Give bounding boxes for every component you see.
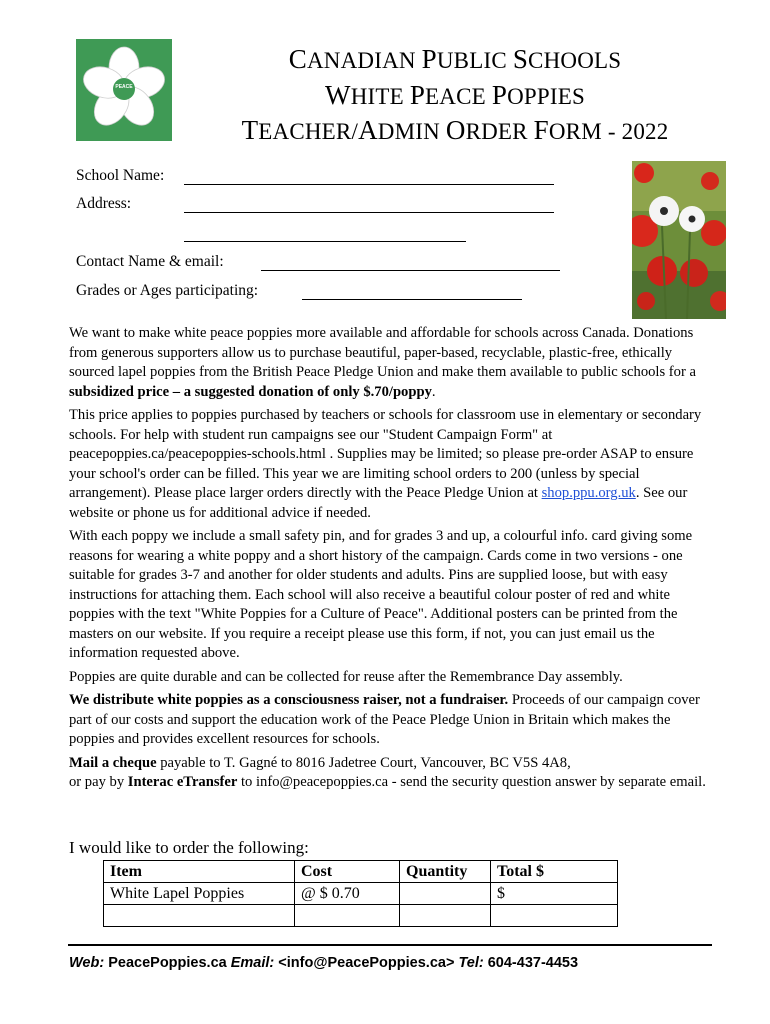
address-label: Address: xyxy=(76,195,132,212)
contact-field[interactable] xyxy=(261,270,560,271)
title-line-3: TEACHER/ADMIN ORDER FORM - 2022 xyxy=(241,115,669,145)
paragraph-payment: Mail a cheque payable to T. Gagné to 8016 Jadetree Court, Vancouver, BC V5S 4A8, or pay by Interac eTransfer to info@peacepoppies.ca - send the security question answer by separate email. xyxy=(69,754,706,790)
grades-label: Grades or Ages participating: xyxy=(76,282,259,299)
header-cost: Cost xyxy=(295,861,400,883)
order-table xyxy=(103,860,618,927)
cell-cost[interactable] xyxy=(295,905,400,927)
email-link[interactable]: <info@PeacePoppies.ca> xyxy=(274,955,459,971)
contact-label: Contact Name & email: xyxy=(76,253,224,270)
poppy-field-photo xyxy=(632,161,726,319)
title-line-2: WHITE PEACE POPPIES xyxy=(325,80,585,110)
address-field-line-2[interactable] xyxy=(184,241,466,242)
cell-item[interactable] xyxy=(104,905,295,927)
ppu-shop-link[interactable]: shop.ppu.org.uk xyxy=(541,485,636,501)
paragraph-price: This price applies to poppies purchased by teachers or schools for classroom use in elementary or secondary schools. For help with student run campaigns see our "Student Campaign Form" at peacepoppies.ca/peacepoppies-schools.html . Supplies may be limited; so please pre-order ASAP to ensure your school's order can be filled. This year we are limiting school orders to 200 (unless by special arrangement). Please place larger orders directly with the Peace Pledge Union at shop.ppu.org.uk. See our website or phone us for additional advice if needed. xyxy=(69,407,702,521)
cell-cost: @ $ 0.70 xyxy=(295,883,400,905)
logo-center-text: PEACE xyxy=(115,84,133,90)
cell-total[interactable]: $ xyxy=(491,883,618,905)
web-label: Web: xyxy=(69,955,105,971)
web-link[interactable]: PeacePoppies.ca xyxy=(104,955,231,971)
paragraph-durable: Poppies are quite durable and can be collected for reuse after the Remembrance Day assembly. xyxy=(69,668,623,685)
table-row xyxy=(104,905,618,927)
school-name-field[interactable] xyxy=(184,184,554,185)
cell-quantity-input[interactable] xyxy=(400,883,491,905)
footer-contact xyxy=(69,955,578,971)
tel-label: Tel: xyxy=(458,955,484,971)
address-field-line-1[interactable] xyxy=(184,212,554,213)
header-item: Item xyxy=(104,861,295,883)
cell-total[interactable] xyxy=(491,905,618,927)
paragraph-fundraiser: We distribute white poppies as a consciousness raiser, not a fundraiser. Proceeds of our campaign cover part of our costs and support the education work of the Peace Pledge Union in Britain which makes the poppies and provides excellent resources for schools. xyxy=(69,692,700,747)
email-label: Email: xyxy=(230,955,275,971)
cell-quantity-input[interactable] xyxy=(400,905,491,927)
grades-field[interactable] xyxy=(302,299,522,300)
peace-poppy-logo xyxy=(76,39,172,141)
cell-item: White Lapel Poppies xyxy=(104,883,295,905)
footer-divider xyxy=(68,944,712,946)
school-name-label: School Name: xyxy=(76,167,165,184)
table-row xyxy=(104,883,618,905)
title-line-1: CANADIAN PUBLIC SCHOOLS xyxy=(288,44,622,74)
order-header-row xyxy=(104,861,618,883)
paragraph-contents: With each poppy we include a small safety pin, and for grades 3 and up, a colourful info. card giving some reasons for wearing a white poppy and a short history of the campaign. Cards come in two versions - one suitable for grades 3-7 and another for older students and adults. Pins are supplied loose, but with easy instructions for attaching them. Each school will also receive a beautiful colour poster of red and white poppies with the text "White Poppies for a Culture of Peace". Additional posters can be printed from the masters on our website. If you require a receipt please use this form, if not, you can just email us the information requested above. xyxy=(69,528,693,661)
body-text xyxy=(69,324,719,797)
header-total: Total $ xyxy=(491,861,618,883)
header-quantity: Quantity xyxy=(400,861,491,883)
order-lead-text: I would like to order the following: xyxy=(69,838,309,857)
paragraph-intro: We want to make white peace poppies more available and affordable for schools across Canada. Donations from generous supporters allow us to purchase beautiful, paper-based, recyclable, plastic-free, ethically sourced lapel poppies from the British Peace Pledge Union and make them available to public schools for a subsidized price – a suggested donation of only $.70/poppy. xyxy=(69,325,696,400)
tel-number: 604-437-4453 xyxy=(483,955,579,971)
